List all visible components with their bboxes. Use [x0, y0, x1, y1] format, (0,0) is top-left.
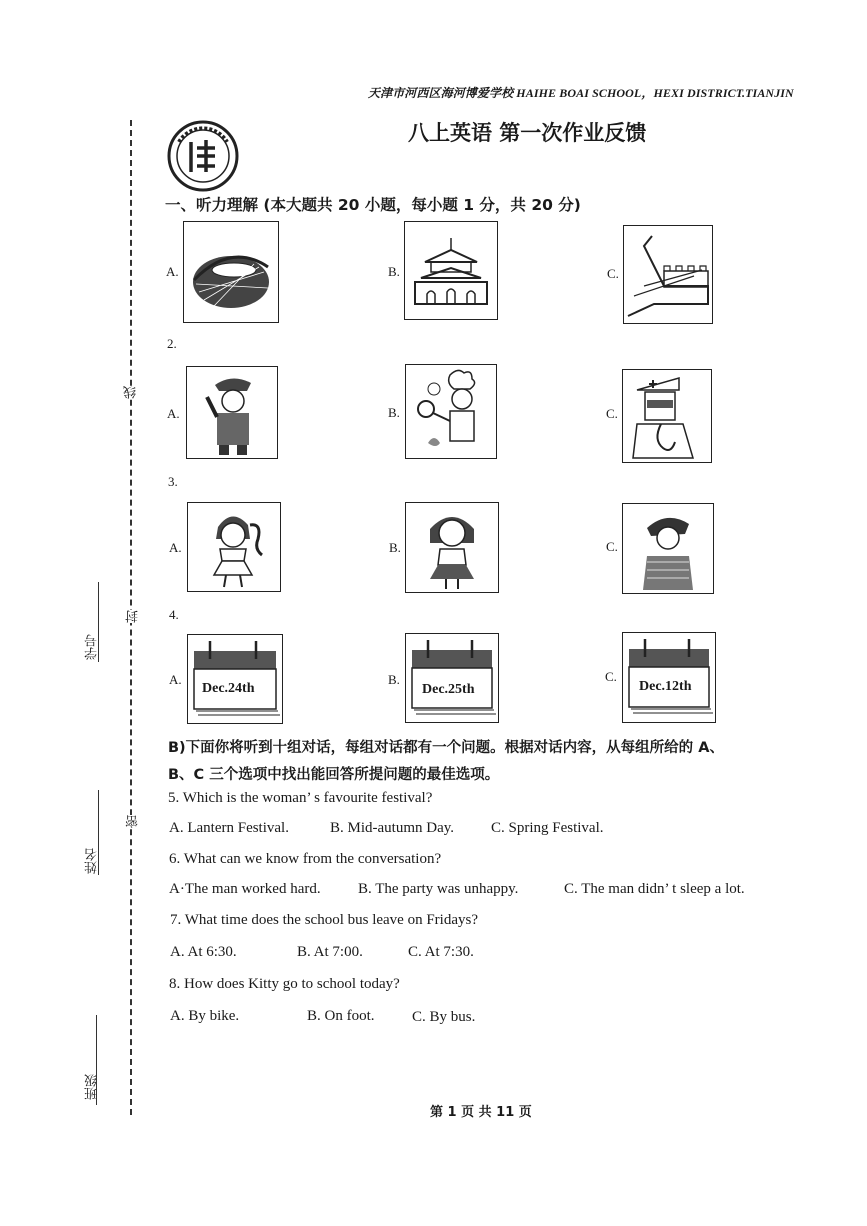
question-number: 4.	[169, 607, 179, 622]
police-officer-icon	[186, 366, 278, 459]
girl-skirt-icon	[187, 502, 281, 592]
tiananmen-gate-icon	[404, 221, 498, 320]
chef-icon	[405, 364, 497, 459]
option-a: A·The man worked hard.	[169, 881, 321, 897]
option-letter: C.	[605, 669, 617, 684]
question-number: 2.	[167, 336, 177, 351]
binding-secret-char: 密	[126, 815, 141, 828]
option-c: C. At 7:30.	[408, 944, 474, 960]
calendar-date: Dec.25th	[422, 682, 475, 697]
option-a: A. Lantern Festival.	[169, 820, 289, 836]
calendar-icon	[405, 633, 499, 723]
birds-nest-stadium-icon	[183, 221, 279, 323]
name-label: 姓名	[85, 848, 100, 874]
option-letter: B.	[388, 405, 400, 420]
student-id-label: 学号	[85, 634, 100, 660]
option-letter: B.	[389, 540, 401, 555]
part-b-instruction	[168, 735, 793, 789]
calendar-icon	[187, 634, 283, 724]
option-letter: A.	[167, 406, 180, 421]
question-text: 7. What time does the school bus leave on Fridays?	[170, 912, 478, 928]
question-text: 8. How does Kitty go to school today?	[169, 976, 400, 992]
page-footer: 第 1 页 共 11 页	[430, 1105, 532, 1120]
option-letter: C.	[607, 266, 619, 281]
option-letter: C.	[606, 406, 618, 421]
binding-seal-char: 封	[126, 610, 141, 623]
section-heading: 一、听力理解 (本大题共 20 小题，每小题 1 分，共 20 分)	[165, 196, 581, 214]
instruction-line-1: B)下面你将听到十组对话，每组对话都有一个问题。根据对话内容，从每组所给的 A、	[168, 740, 724, 756]
school-header: 天津市河西区海河博爱学校 HAIHE BOAI SCHOOL，HEXI DISTRICT.TIANJIN	[368, 86, 794, 100]
calendar-date: Dec.12th	[639, 679, 692, 694]
great-wall-icon	[623, 225, 713, 324]
option-letter: A.	[166, 264, 179, 279]
option-b: B. At 7:00.	[297, 944, 363, 960]
option-c: C. Spring Festival.	[491, 820, 604, 836]
calendar-date: Dec.24th	[202, 681, 255, 696]
option-a: A. At 6:30.	[170, 944, 237, 960]
class-label: 班级	[85, 1074, 100, 1100]
option-letter: C.	[606, 539, 618, 554]
option-c: C. The man didn’ t sleep a lot.	[564, 881, 745, 897]
page-title: 八上英语 第一次作业反馈	[408, 121, 647, 145]
girl-dress-icon	[405, 502, 499, 593]
option-letter: B.	[388, 672, 400, 687]
student-id-blank[interactable]	[98, 582, 99, 662]
option-letter: A.	[169, 672, 182, 687]
option-letter: A.	[169, 540, 182, 555]
girl-sweater-icon	[622, 503, 714, 594]
class-blank[interactable]	[96, 1015, 97, 1105]
calendar-icon	[622, 632, 716, 723]
binding-line-char: 线	[124, 386, 139, 399]
option-b: B. Mid-autumn Day.	[330, 820, 455, 836]
option-a: A. By bike.	[170, 1008, 240, 1024]
question-text: 5. Which is the woman’ s favourite festival?	[168, 790, 433, 806]
question-text: 6. What can we know from the conversation?	[169, 851, 442, 867]
option-letter: B.	[388, 264, 400, 279]
question-number: 3.	[168, 474, 178, 489]
school-logo	[167, 120, 239, 192]
option-b: B. The party was unhappy.	[358, 881, 519, 897]
option-b: B. On foot.	[307, 1008, 375, 1024]
option-c: C. By bus.	[412, 1009, 476, 1025]
doctor-icon	[622, 369, 712, 463]
instruction-line-2: B、C 三个选项中找出能回答所提问题的最佳选项。	[168, 767, 500, 783]
name-blank[interactable]	[98, 790, 99, 875]
